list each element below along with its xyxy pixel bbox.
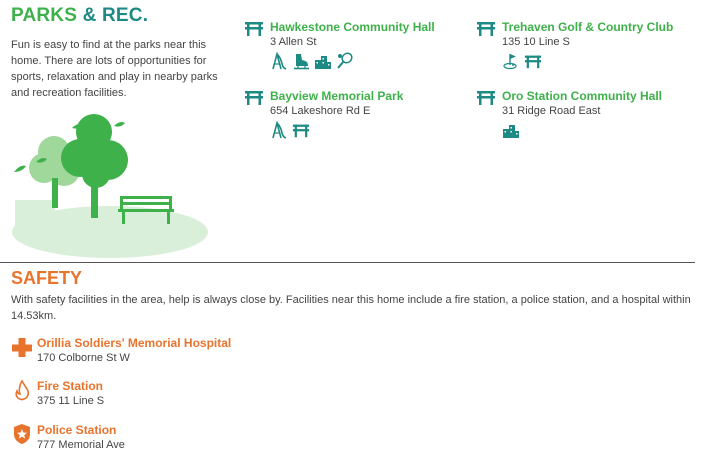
park-name[interactable]: Bayview Memorial Park xyxy=(270,89,404,103)
facility-address: 777 Memorial Ave xyxy=(37,439,125,451)
amenity-list xyxy=(270,121,310,139)
safety-title: SAFETY xyxy=(11,268,83,288)
tennis-icon xyxy=(336,52,354,70)
park-address: 3 Allen St xyxy=(270,36,317,48)
section-divider xyxy=(0,262,695,263)
safety-facility-item xyxy=(11,379,411,411)
park-address: 31 Ridge Road East xyxy=(502,105,601,117)
rec-title-word: & REC. xyxy=(82,5,149,26)
facility-name[interactable]: Police Station xyxy=(37,423,117,437)
amenity-list xyxy=(502,52,542,70)
police-badge-icon xyxy=(11,423,33,445)
playground-icon xyxy=(270,121,288,139)
golf-icon xyxy=(502,52,520,70)
bench-icon xyxy=(476,20,496,36)
playground-icon xyxy=(270,52,288,70)
facility-address: 375 11 Line S xyxy=(37,395,105,407)
safety-description: With safety facilities in the area, help is always close by. Facilities near this home include a fire station, a police station, and a hospital within 14.53km. xyxy=(11,294,691,322)
facility-name[interactable]: Fire Station xyxy=(37,379,104,393)
facility-address: 170 Colborne St W xyxy=(37,352,130,364)
park-address: 654 Lakeshore Rd E xyxy=(270,105,371,117)
community-centre-icon xyxy=(314,52,332,70)
facility-name[interactable]: Orillia Soldiers' Memorial Hospital xyxy=(37,336,232,350)
park-name[interactable]: Hawkestone Community Hall xyxy=(270,20,435,34)
safety-facility-item xyxy=(11,336,411,368)
parks-description: Fun is easy to find at the parks near this home. There are lots of opportunities for sports, relaxation and play in nearby parks and recreation facilities. xyxy=(11,39,218,99)
hospital-icon xyxy=(11,336,33,358)
parks-title-word: PARKS xyxy=(11,5,78,26)
community-centre-icon xyxy=(502,121,520,139)
amenity-list xyxy=(502,121,520,139)
bench-icon xyxy=(476,89,496,105)
bench-icon xyxy=(524,52,542,70)
park-address: 135 10 Line S xyxy=(502,36,570,48)
parks-title xyxy=(11,5,148,27)
bench-icon xyxy=(244,89,264,105)
park-name[interactable]: Oro Station Community Hall xyxy=(502,89,663,103)
park-illustration xyxy=(10,112,210,258)
amenity-list xyxy=(270,52,354,70)
fire-icon xyxy=(11,379,33,401)
bench-icon xyxy=(292,121,310,139)
bench-icon xyxy=(244,20,264,36)
park-name[interactable]: Trehaven Golf & Country Club xyxy=(502,20,674,34)
safety-facility-item xyxy=(11,423,411,455)
skating-icon xyxy=(292,52,310,70)
